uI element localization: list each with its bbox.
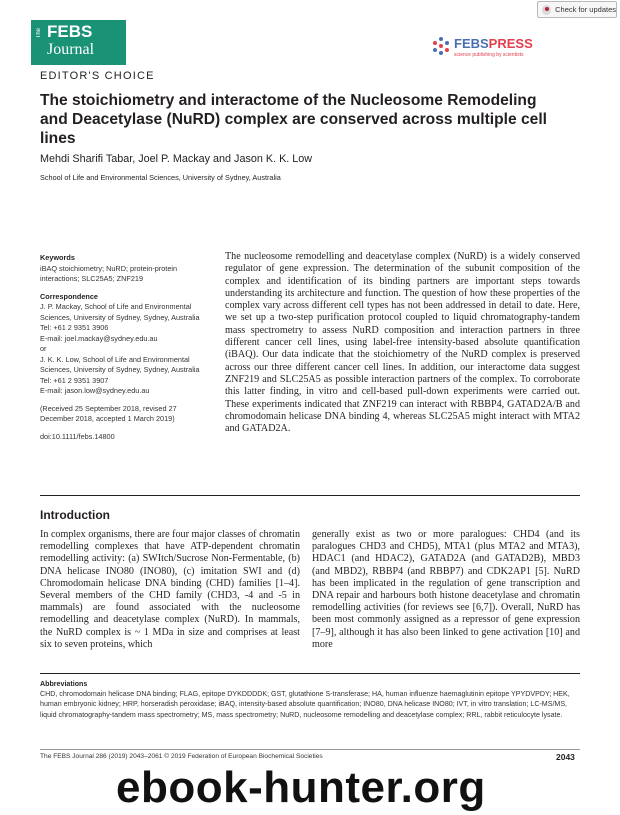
logo-journal-text: Journal	[47, 41, 95, 58]
logo-the-text: The	[36, 28, 42, 39]
crossmark-icon	[542, 5, 551, 15]
footer-citation: The FEBS Journal 286 (2019) 2043–2061 © 2019 Federation of European Biochemical Societies	[40, 753, 323, 760]
introduction-column-right: generally exist as two or more paralogues: CHD4 (and its paralogues CHD3 and CHD5), MTA1 (plus MTA2 and MTA3), HDAC1 (and HDAC2), GATAD2A (and GATAD2B), MBD3 (and MBD2), RBBP4 (and RBBP7) and CDK2AP1 [5]. NuRD has been implicated in the regulation of gene transcription and DNA repair and harbours both histone deacetylase and chromatin remodelling activities (for reviews see [6,7]). Overall, NuRD has been most commonly assigned as a repressor of gene expression [7–9], although it has also been linked to gene activation [10] and more	[312, 529, 580, 650]
febs-press-dots-icon	[432, 37, 450, 55]
febs-press-wordmark	[454, 36, 533, 51]
introduction-heading: Introduction	[40, 508, 110, 522]
press-word-b: PRESS	[488, 36, 533, 51]
article-sidebar	[40, 253, 212, 442]
febs-journal-logo	[31, 20, 126, 65]
logo-febs-text: FEBS	[47, 22, 93, 41]
abstract-text: The nucleosome remodelling and deacetylase complex (NuRD) is a widely conserved regulator of gene expression. The determination of the subunit composition of the complex and identification of its binding partners are important steps towards understanding its architecture and function. The question of how these properties of the complex vary across different cell types has not been addressed in detail to date. Here, we set up a two-step purification protocol coupled to liquid chromatography-tandem mass spectrometry to assess NuRD composition and interaction partners in three different cancer cell lines, using label-free intensity-based absolute quantification (iBAQ). Our data indicate that the stoichiometry of the NuRD complex is preserved across our three different cancer cell lines. In addition, our interactome data suggest ZNF219 and SLC25A5 as possible interaction partners of the complex. To corroborate this latter finding, in vitro and cell-based pull-down experiments were carried out. These experiments indicated that ZNF219 can interact with RBBP4, GATAD2A/B and chromodomain helicase DNA binding 4, whereas SLC25A5 might interact with MTA2 and GATAD2A.	[225, 251, 580, 435]
press-tagline: science publishing by scientists	[454, 52, 524, 58]
abbreviations-text: CHD, chromodomain helicase DNA binding; FLAG, epitope DYKDDDDK; GST, glutathione S-transferase; HA, human influenze haemaglutinin epitope YPYDVPDY; HEK, human embryonic kidney; HRP, horseradish peroxidase; iBAQ, intensity-based absolute quantification; INO80, DNA helicase INO80; IVT, in vitro translation; LC-MS/MS, liquid chromatography-tandem mass spectrometry; MS, mass spectrometry; NuRD, nucleosome remodelling and deacetylase complex; RRL, rabbit reticulocyte lysate.	[40, 690, 570, 719]
febs-press-logo	[432, 36, 552, 62]
correspondence-author-1: J. P. Mackay, School of Life and Environmental Sciences, University of Sydney, Sydney, Australia	[40, 302, 200, 322]
article-title: The stoichiometry and interactome of the Nucleosome Remodeling and Deacetylase (NuRD) complex are conserved across multiple cell lines	[40, 92, 548, 147]
abbreviations-block	[40, 679, 585, 720]
correspondence-heading: Correspondence	[40, 291, 98, 301]
check-for-updates-label: Check for updates	[555, 5, 616, 14]
doi-link[interactable]: doi:10.1111/febs.14800	[40, 431, 115, 441]
keywords-list: iBAQ stoichiometry; NuRD; protein-protein interactions; SLC25A5; ZNF219	[40, 263, 178, 283]
abbreviations-divider	[40, 673, 580, 674]
check-for-updates-button[interactable]	[537, 1, 617, 18]
correspondence-email-2[interactable]: E-mail: jason.low@sydney.edu.au	[40, 386, 150, 395]
correspondence-or: or	[40, 344, 47, 353]
correspondence-email-1[interactable]: E-mail: joel.mackay@sydney.edu.au	[40, 333, 158, 343]
article-authors: Mehdi Sharifi Tabar, Joel P. Mackay and Jason K. K. Low	[40, 153, 313, 165]
section-divider	[40, 495, 580, 496]
correspondence-tel-1: Tel: +61 2 9351 3906	[40, 323, 109, 332]
correspondence-author-2: J. K. K. Low, School of Life and Environmental Sciences, University of Sydney, Sydney, Australia	[40, 354, 200, 374]
footer-divider	[40, 749, 580, 750]
introduction-column-left: In complex organisms, there are four major classes of chromatin remodelling complexes that have ATP-dependent chromatin remodelling activity: (a) SWItch/Sucrose Non-Fermentable, (b) DNA helicase INO80 (INO80), (c) imitation SWI and (d) Chromodomain helicase DNA binding (CHD) families [1–4]. Several members of the CHD family (CHD3, -4 and -5 in mammals) are found associated with the nucleosome remodelling and deacetylase complex (NuRD). In mammals, the NuRD complex is ~ 1 MDa in size and comprises at least six to seven proteins, which	[40, 529, 300, 650]
watermark-text: ebook-hunter.org	[116, 763, 486, 812]
abbreviations-heading: Abbreviations	[40, 680, 88, 688]
page-number: 2043	[556, 752, 575, 762]
article-affiliation: School of Life and Environmental Sciences, University of Sydney, Australia	[40, 173, 281, 182]
correspondence-tel-2: Tel: +61 2 9351 3907	[40, 375, 109, 385]
press-word-a: FEBS	[454, 36, 489, 51]
received-dates: (Received 25 September 2018, revised 27 December 2018, accepted 1 March 2019)	[40, 403, 177, 423]
keywords-heading: Keywords	[40, 253, 75, 262]
section-label: EDITOR'S CHOICE	[40, 70, 155, 82]
